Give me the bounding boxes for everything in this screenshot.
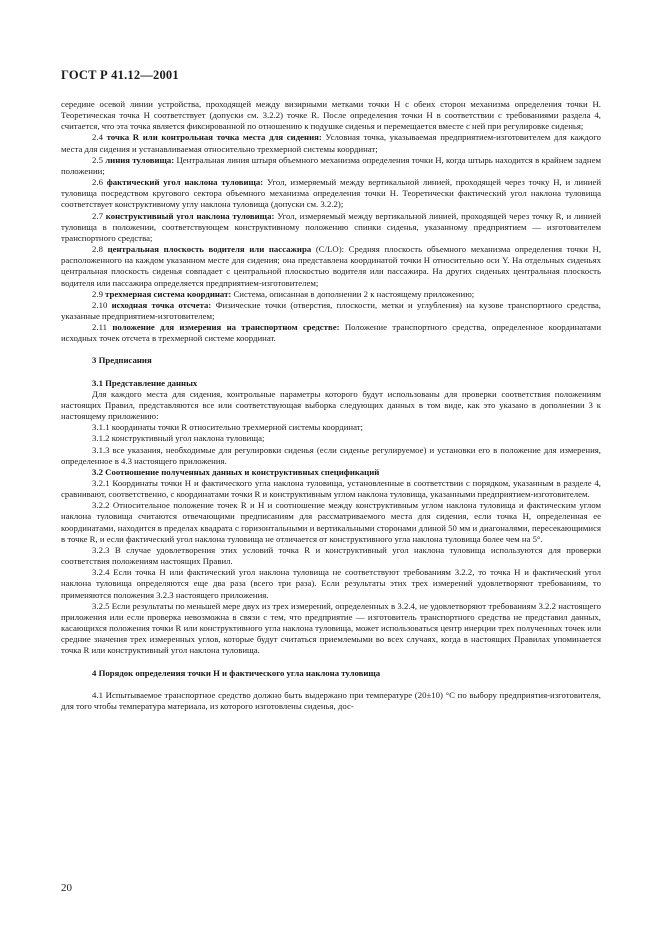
term: исходная точка отсчета: — [111, 299, 212, 310]
paragraph-3-1-3: 3.1.3 все указания, необходимые для регулировки сиденья (если сиденье регулируемое) и установки его в положение для измерения, определенное в 4.3 настоящего приложения. — [61, 444, 601, 466]
paragraph-3-1-2: 3.1.2 конструктивный угол наклона туловища; — [92, 433, 265, 444]
page-body — [61, 99, 601, 712]
paragraph-2-5: 2.5 линия туловища: Центральная линия штыря объемного механизма определения точки H, когда штырь находится в крайнем заднем положении; — [61, 154, 602, 176]
paragraph-2-4: 2.4 точка R или контрольная точка места для сидения: Условная точка, указываемая предприятием-изготовителем для каждого места для сидения и устанавливаемая относительно трехмерной системы координат; — [61, 132, 601, 154]
spacer — [61, 367, 601, 378]
paragraph-2-10: 2.10 исходная точка отсчета: Физические точки (отверстия, плоскости, метки и углубления) на кузове транспортного средства, указанные предприятием-изготовителем; — [61, 299, 601, 321]
term: линия туловища: — [105, 154, 175, 165]
term: конструктивный угол наклона туловища: — [105, 210, 275, 221]
paragraph-4-1: 4.1 Испытываемое транспортное средство должно быть выдержано при температуре (20±10) °С по выбору предприятия-изготовителя, для того чтобы температура материала, из которого изготовлены сиденья, дос- — [61, 689, 601, 711]
paragraph-3-1: Для каждого места для сидения, контрольные параметры которого будут использованы для проверки соответствия положениям настоящих Правил, представляются все или соответствующая выборка следующих данных в том виде, как это указано в дополнении 3 к настоящему приложению: — [61, 388, 601, 422]
paragraph-2-9: 2.9 трехмерная система координат: Система, описанная в дополнении 2 к настоящему приложению; — [92, 288, 475, 299]
paragraph-3-2-3: 3.2.3 В случае удовлетворения этих условий точка R и конструктивный угол наклона туловища используются для проверки соответствия положениям настоящих Правил. — [61, 544, 601, 567]
term: трехмерная система координат: — [105, 288, 232, 299]
subsection-heading-3-1: 3.1 Представление данных — [92, 377, 198, 388]
spacer — [61, 344, 601, 355]
paragraph-2-3-cont: середине осевой линии устройства, проходящей между визирными метками точки H с обеих сторон механизма определения точки H. Теоретическая точка H соответствует (допуски см. 3.2.2) точке R. После определения точки H в соответствии с требованиями раздела 4, считается, что эта точка является фиксированной по отношению к подушке сиденья и перемещается вместе с ней при регулировке сиденья; — [61, 99, 601, 132]
page-number: 20 — [61, 882, 72, 894]
paragraph-2-7: 2.7 конструктивный угол наклона туловища: Угол, измеряемый между вертикальной линией, проходящей через точку R, и линией туловища в положении, соответствующем конструктивному положению спинки сиденья, указанному предприятием — изготовителем транспортного средства; — [61, 210, 602, 243]
term: центральная плоскость водителя или пассажира — [107, 244, 312, 255]
paragraph-3-1-1: 3.1.1 координаты точки R относительно трехмерной системы координат; — [92, 422, 363, 433]
paragraph-2-8: 2.8 центральная плоскость водителя или пассажира (C/LO): Средняя плоскость объемного механизма определения точки H, расположенного на каждом указанном месте для сидения; она представлена координатой точки H относительно оси Y. На отдельных сиденьях центральная плоскость сиденья совпадает с центральной плоскостью водителя или пассажира. На других сиденьях центральная плоскость водителя или пассажира определяется предприятием-изготовителем; — [61, 244, 602, 288]
paragraph-2-6: 2.6 фактический угол наклона туловища: Угол, измеряемый между вертикальной линией, проходящей через точку H, и линией туловища посредством кругового сектора объемного механизма определения точки H. Теоретически фактический угол наклона туловища соответствует конструктивному углу наклона туловища (допуски см. 3.2.2); — [61, 177, 602, 210]
paragraph-3-2-1: 3.2.1 Координаты точки H и фактического угла наклона туловища, установленные в соответствии с порядком, указанным в разделе 4, сравнивают, соответственно, с координатами точки R и конструктивным углом наклона туловища, указанными предприятием-изготовителем. — [61, 478, 601, 500]
term: точка R или контрольная точка места для сидения: — [106, 132, 322, 143]
paragraph-3-2-4: 3.2.4 Если точка H или фактический угол наклона туловища не соответствуют требованиям 3.2.2, то точка H и фактический угол наклона туловища определяются еще два раза (всего три раза). Если результаты этих трех измерений удовлетворяют требованиям, то применяются положения 3.2.3 настоящего приложения. — [61, 567, 601, 600]
section-heading-4: 4 Порядок определения точки H и фактического угла наклона туловища — [92, 667, 381, 678]
spacer — [61, 679, 601, 690]
spacer — [61, 657, 601, 668]
term: положение для измерения на транспортном средстве: — [112, 322, 340, 333]
term: фактический угол наклона туловища: — [106, 177, 264, 188]
section-heading-3: 3 Предписания — [92, 355, 152, 366]
subsection-heading-3-2: 3.2 Соотношение полученных данных и конструктивных спецификаций — [92, 466, 380, 477]
paragraph-2-11: 2.11 положение для измерения на транспортном средстве: Положение транспортного средства, определенное координатами исходных точек отсчета в трехмерной системе координат. — [61, 322, 602, 344]
standard-header: ГОСТ Р 41.12—2001 — [61, 68, 179, 82]
paragraph-3-2-5: 3.2.5 Если результаты по меньшей мере двух из трех измерений, определенных в 3.2.4, не удовлетворяют требованиям 3.2.2 настоящего приложения или если проверка невозможна в связи с тем, что предприятие — изготовитель транспортного средства не представил данных, касающихся положения точки R или конструктивного угла наклона туловища, может использоваться центр инерции трех полученных точек или средние значения трех измеренных углов, которые будут считаться приемлемыми во всех случаях, когда в настоящих Правилах упоминается точка R или конструктивный угол наклона туловища. — [61, 600, 601, 656]
paragraph-3-2-2: 3.2.2 Относительное положение точек R и H и соотношение между конструктивным углом наклона туловища и фактическим углом наклона туловища считаются отвечающими предписаниям для рассматриваемого места для сидения, если точка H, определенная ее координатами, находится в пределах квадрата с горизонтальными и вертикальными сторонами длиной 50 мм и диагоналями, пересекающимися в точке R, и если фактический угол наклона туловища не отличается от конструктивного угла наклона туловища более чем на 5°. — [61, 500, 601, 544]
